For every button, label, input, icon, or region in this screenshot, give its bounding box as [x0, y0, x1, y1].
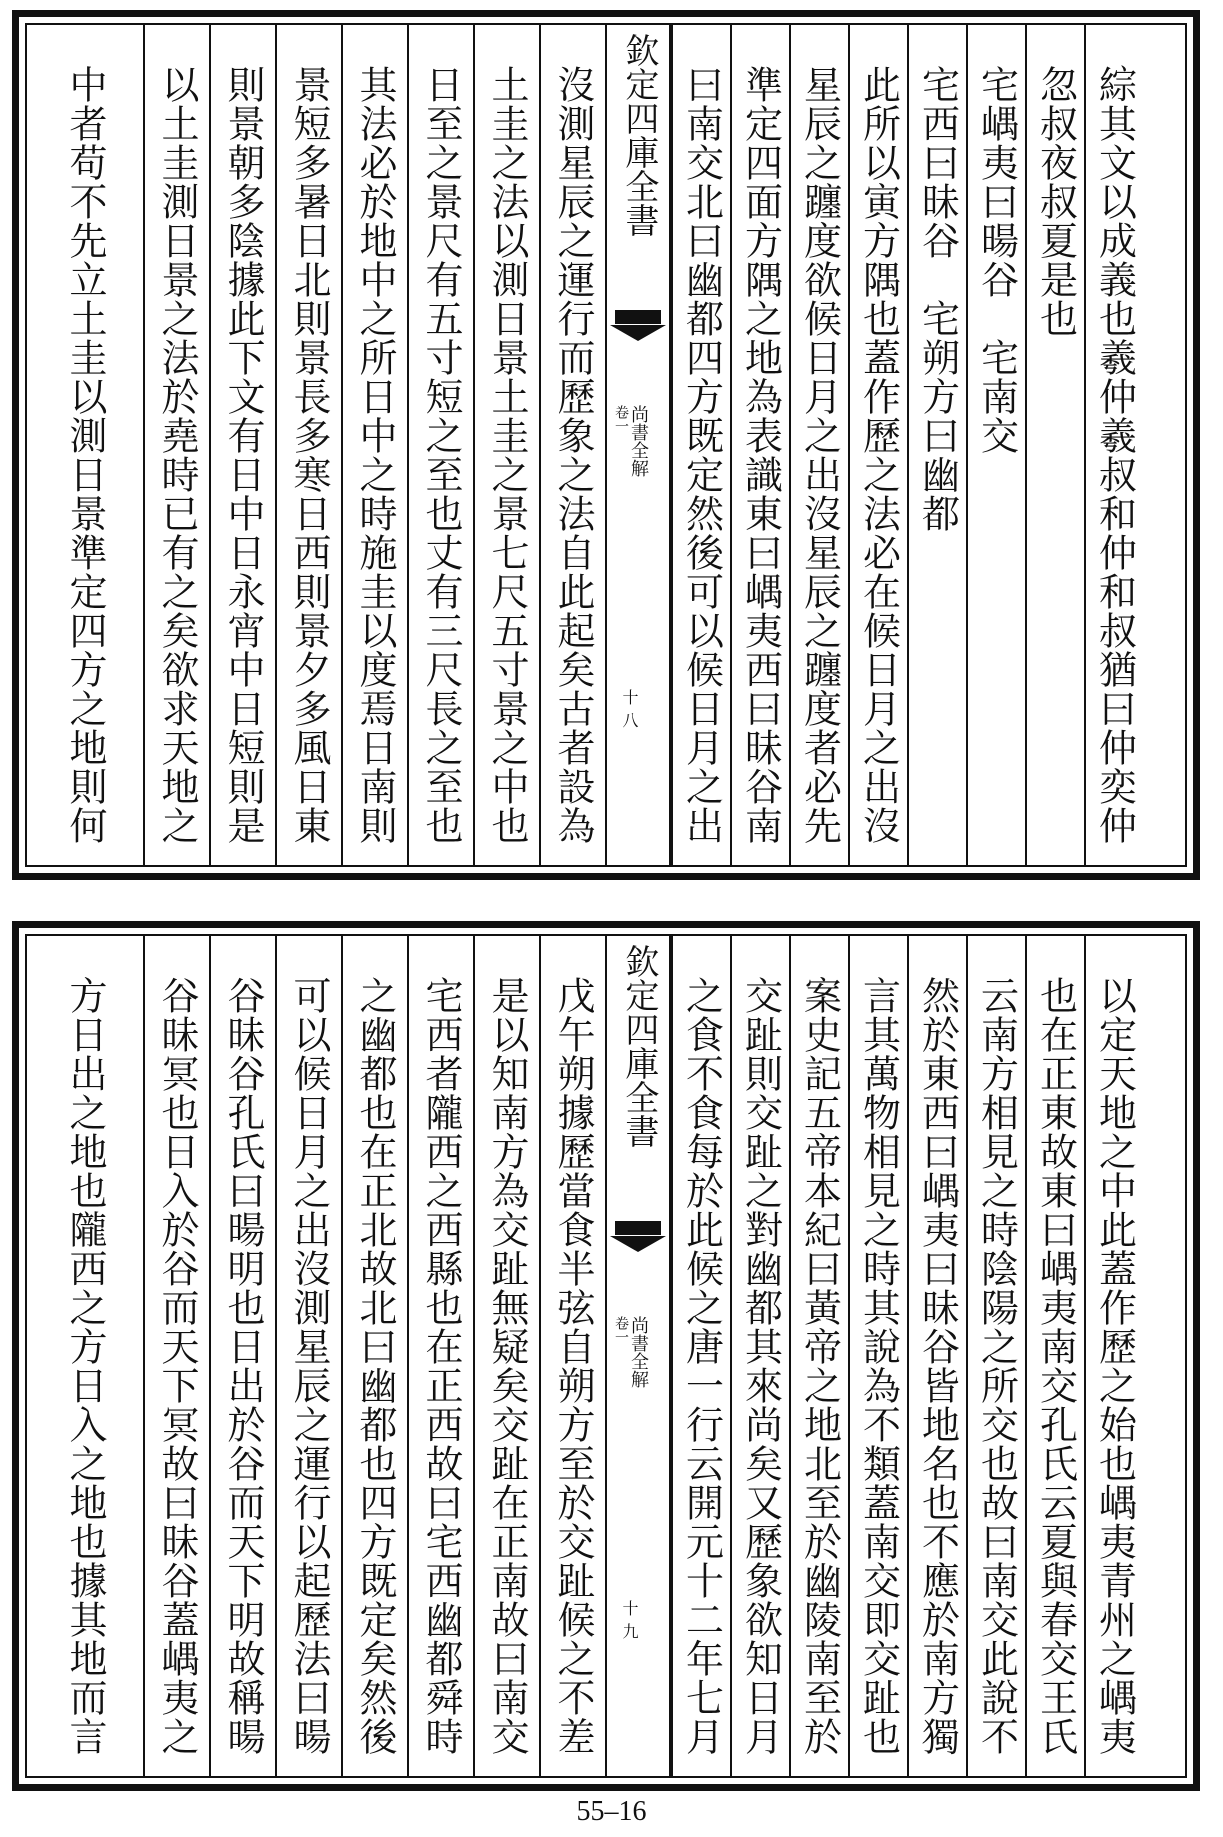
top-page [12, 10, 1200, 880]
column-text: 以定天地之中此蓋作歷之始也嵎夷青州之嵎夷 [1092, 976, 1137, 1756]
column [539, 936, 605, 1776]
volume-label: 卷一 [613, 405, 629, 433]
column [473, 25, 539, 865]
column-text: 星辰之躔度欲候日月之出沒星辰之躔度者必先 [797, 65, 842, 845]
column [407, 25, 473, 865]
column-text: 日至之景尺有五寸短之至也丈有三尺長之至也 [419, 65, 463, 845]
column [848, 25, 907, 865]
book-title: 尚書全解 [628, 405, 649, 477]
fish-tail-ornament [610, 325, 666, 341]
book-series-title: 欽定四庫全書 [618, 944, 659, 1148]
column-text: 忽叔夜叔夏是也 [1033, 65, 1078, 338]
column [143, 25, 209, 865]
column-text: 中者苟不先立土圭以測日景準定四方之地則何 [63, 65, 107, 845]
column [209, 936, 275, 1776]
column-text: 交趾則交趾之對幽都其來尚矣又歷象欲知日月 [738, 976, 783, 1756]
column-text: 可以候日月之出沒測星辰之運行以起歷法曰暘 [287, 976, 331, 1756]
column-text: 土圭之法以測日景土圭之景七尺五寸景之中也 [485, 65, 529, 845]
volume-label: 卷一 [613, 1316, 629, 1344]
center-band [605, 936, 671, 1776]
top-page-frame [25, 23, 1187, 867]
column [1025, 25, 1084, 865]
column [671, 936, 730, 1776]
folio-number: 十九 [622, 1599, 639, 1641]
column-text: 戊午朔據歷當食半弦自朔方至於交趾候之不差 [551, 976, 595, 1756]
column-text: 宅西者隴西之西縣也在正西故曰宅西幽都舜時 [419, 976, 463, 1756]
column-text: 是以知南方為交趾無疑矣交趾在正南故曰南交 [485, 976, 529, 1756]
column [27, 25, 143, 865]
column-text: 也在正東故東曰嵎夷南交孔氏云夏與春交王氏 [1033, 976, 1078, 1756]
column [1025, 936, 1084, 1776]
column [907, 936, 966, 1776]
bottom-page [12, 921, 1200, 1791]
bottom-page-frame [25, 934, 1187, 1778]
column [275, 936, 341, 1776]
column [848, 936, 907, 1776]
column-text: 以土圭測日景之法於堯時已有之矣欲求天地之 [155, 65, 199, 845]
column-text: 然於東西曰嵎夷曰昧谷皆地名也不應於南方獨 [915, 976, 960, 1756]
column-text: 案史記五帝本紀曰黃帝之地北至於幽陵南至於 [797, 976, 842, 1756]
column [407, 936, 473, 1776]
column [907, 25, 966, 865]
column [966, 936, 1025, 1776]
column-text: 曰南交北曰幽都四方既定然後可以候日月之出 [679, 65, 724, 845]
book-title: 尚書全解 [628, 1316, 649, 1388]
column [143, 936, 209, 1776]
column [966, 25, 1025, 865]
column-text: 此所以寅方隅也蓋作歷之法必在候日月之出沒 [856, 65, 901, 845]
fish-tail-ornament [615, 1221, 661, 1235]
center-band [605, 25, 671, 865]
column-text: 宅西曰昧谷 宅朔方曰幽都 [915, 65, 960, 533]
column-text: 谷昧谷孔氏曰暘明也日出於谷而天下明故稱暘 [221, 976, 265, 1756]
column-text: 準定四面方隅之地為表識東曰嵎夷西曰昧谷南 [738, 65, 783, 845]
column-text: 則景朝多陰據此下文有日中日永宵中日短則是 [221, 65, 265, 845]
fish-tail-ornament [615, 310, 661, 324]
column-text: 景短多暑日北則景長多寒日西則景夕多風日東 [287, 65, 331, 845]
column [209, 25, 275, 865]
column [730, 25, 789, 865]
column [341, 936, 407, 1776]
column [1084, 936, 1143, 1776]
column-text: 綜其文以成義也羲仲羲叔和仲和叔猶曰仲奕仲 [1092, 65, 1137, 845]
column-text: 沒測星辰之運行而歷象之法自此起矣古者設為 [551, 65, 595, 845]
column-text: 方日出之地也隴西之方日入之地也據其地而言 [63, 976, 107, 1756]
column [275, 25, 341, 865]
column [473, 936, 539, 1776]
column-text: 其法必於地中之所日中之時施圭以度焉日南則 [353, 65, 397, 845]
column [730, 936, 789, 1776]
column [539, 25, 605, 865]
column [789, 936, 848, 1776]
column [341, 25, 407, 865]
column [27, 936, 143, 1776]
column-text: 之幽都也在正北故北曰幽都也四方既定矣然後 [353, 976, 397, 1756]
column-text: 谷昧冥也日入於谷而天下冥故曰昧谷蓋嵎夷之 [155, 976, 199, 1756]
page-footer-number: 55–16 [576, 1796, 647, 1827]
column-text: 之食不食每於此候之唐一行云開元十二年七月 [679, 976, 724, 1756]
column-text: 云南方相見之時陰陽之所交也故曰南交此說不 [974, 976, 1019, 1756]
book-series-title: 欽定四庫全書 [618, 33, 659, 237]
fish-tail-ornament [610, 1236, 666, 1252]
column-text: 宅嵎夷曰暘谷 宅南交 [974, 65, 1019, 455]
folio-number: 十八 [622, 688, 639, 730]
column-text: 言其萬物相見之時其說為不類蓋南交即交趾也 [856, 976, 901, 1756]
column [1084, 25, 1143, 865]
column [671, 25, 730, 865]
column [789, 25, 848, 865]
